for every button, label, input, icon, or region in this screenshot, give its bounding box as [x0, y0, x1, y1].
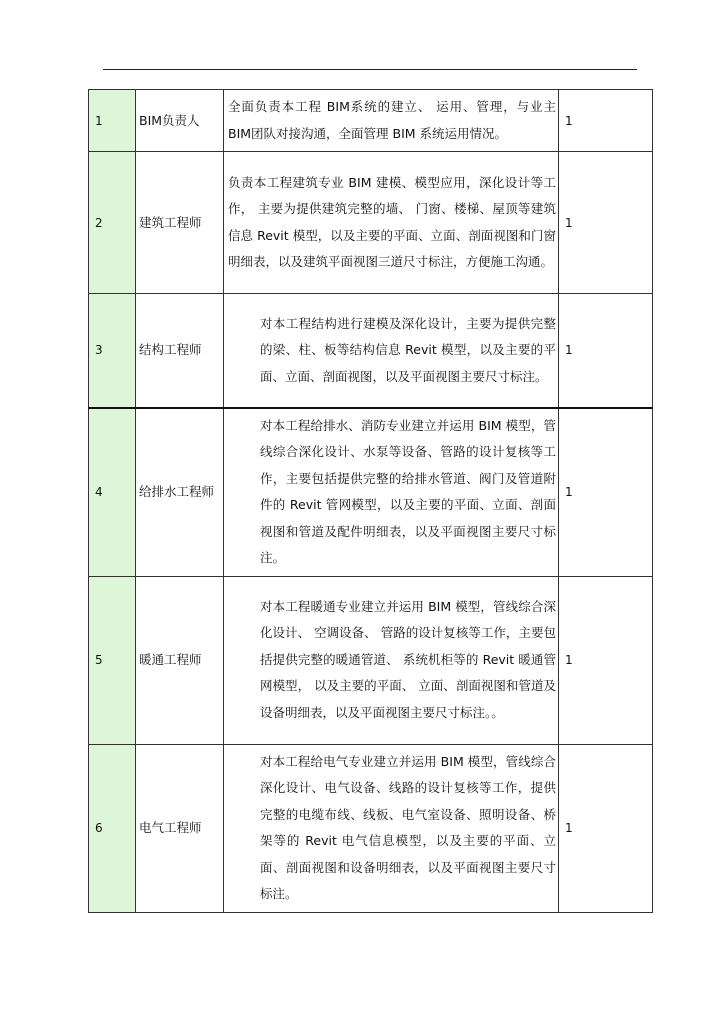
role-description-text: 对本工程结构进行建模及深化设计，主要为提供完整的梁、柱、板等结构信息 Revit 模型，以及主要的平面、立面、剖面视图，以及平面视图主要尺寸标注。: [260, 315, 556, 384]
headcount: 1: [559, 90, 653, 152]
header-rule: [103, 69, 637, 70]
headcount: 1: [559, 294, 653, 408]
row-number: 1: [89, 90, 136, 152]
role-name: 建筑工程师: [136, 152, 224, 294]
staff-roles-table: [88, 89, 653, 913]
headcount: 1: [559, 152, 653, 294]
table-row: [89, 152, 653, 294]
role-description-text: 全面负责本工程 BIM系统的建立、 运用、管理，与业主 BIM团队对接沟通，全面管理 BIM 系统运用情况。: [228, 99, 556, 141]
role-description-text: 对本工程给电气专业建立并运用 BIM 模型，管线综合深化设计、电气设备、线路的设计复核等工作，提供完整的电缆布线、线板、电气室设备、照明设备、桥架等的 Revit 电气信息模型，以及主要的平面、立面、剖面视图和设备明细表，以及平面视图主要尺寸标注。: [260, 753, 556, 901]
table-row: [89, 294, 653, 408]
table-row: [89, 408, 653, 577]
table-row: [89, 744, 653, 912]
row-number: 4: [89, 408, 136, 577]
row-number: 3: [89, 294, 136, 408]
role-name: 电气工程师: [136, 744, 224, 912]
role-description: [224, 744, 559, 912]
role-description: [224, 576, 559, 744]
row-number: 6: [89, 744, 136, 912]
table-row: [89, 90, 653, 152]
table-row: [89, 576, 653, 744]
row-number: 5: [89, 576, 136, 744]
role-description: [224, 90, 559, 152]
role-description-text: 对本工程给排水、消防专业建立并运用 BIM 模型，管线综合深化设计、水泵等设备、管路的设计复核等工作，主要包括提供完整的给排水管道、阀门及管道附件的 Revit 管网模型，以及主要的平面、立面、剖面视图和管道及配件明细表，以及平面视图主要尺寸标注。: [260, 417, 556, 565]
role-description-text: 对本工程暖通专业建立并运用 BIM 模型，管线综合深化设计、 空调设备、 管路的设计复核等工作，主要包括提供完整的暖通管道、 系统机柜等的 Revit 暖通管网模型， 以及主要的平面、 立面、剖面视图和管道及设备明细表，以及平面视图主要尺寸标注。。: [260, 598, 556, 720]
headcount: 1: [559, 576, 653, 744]
role-name: 给排水工程师: [136, 408, 224, 577]
role-name: 暖通工程师: [136, 576, 224, 744]
row-number: 2: [89, 152, 136, 294]
role-name: BIM负责人: [136, 90, 224, 152]
role-description: [224, 408, 559, 577]
role-description: [224, 294, 559, 408]
role-description-text: 负责本工程建筑专业 BIM 建模、模型应用，深化设计等工作， 主要为提供建筑完整的墙、 门窗、楼梯、屋顶等建筑信息 Revit 模型，以及主要的平面、立面、剖面视图和门窗明细表，以及建筑平面视图三道尺寸标注，方便施工沟通。: [228, 174, 556, 269]
role-name: 结构工程师: [136, 294, 224, 408]
headcount: 1: [559, 744, 653, 912]
role-description: [224, 152, 559, 294]
headcount: 1: [559, 408, 653, 577]
